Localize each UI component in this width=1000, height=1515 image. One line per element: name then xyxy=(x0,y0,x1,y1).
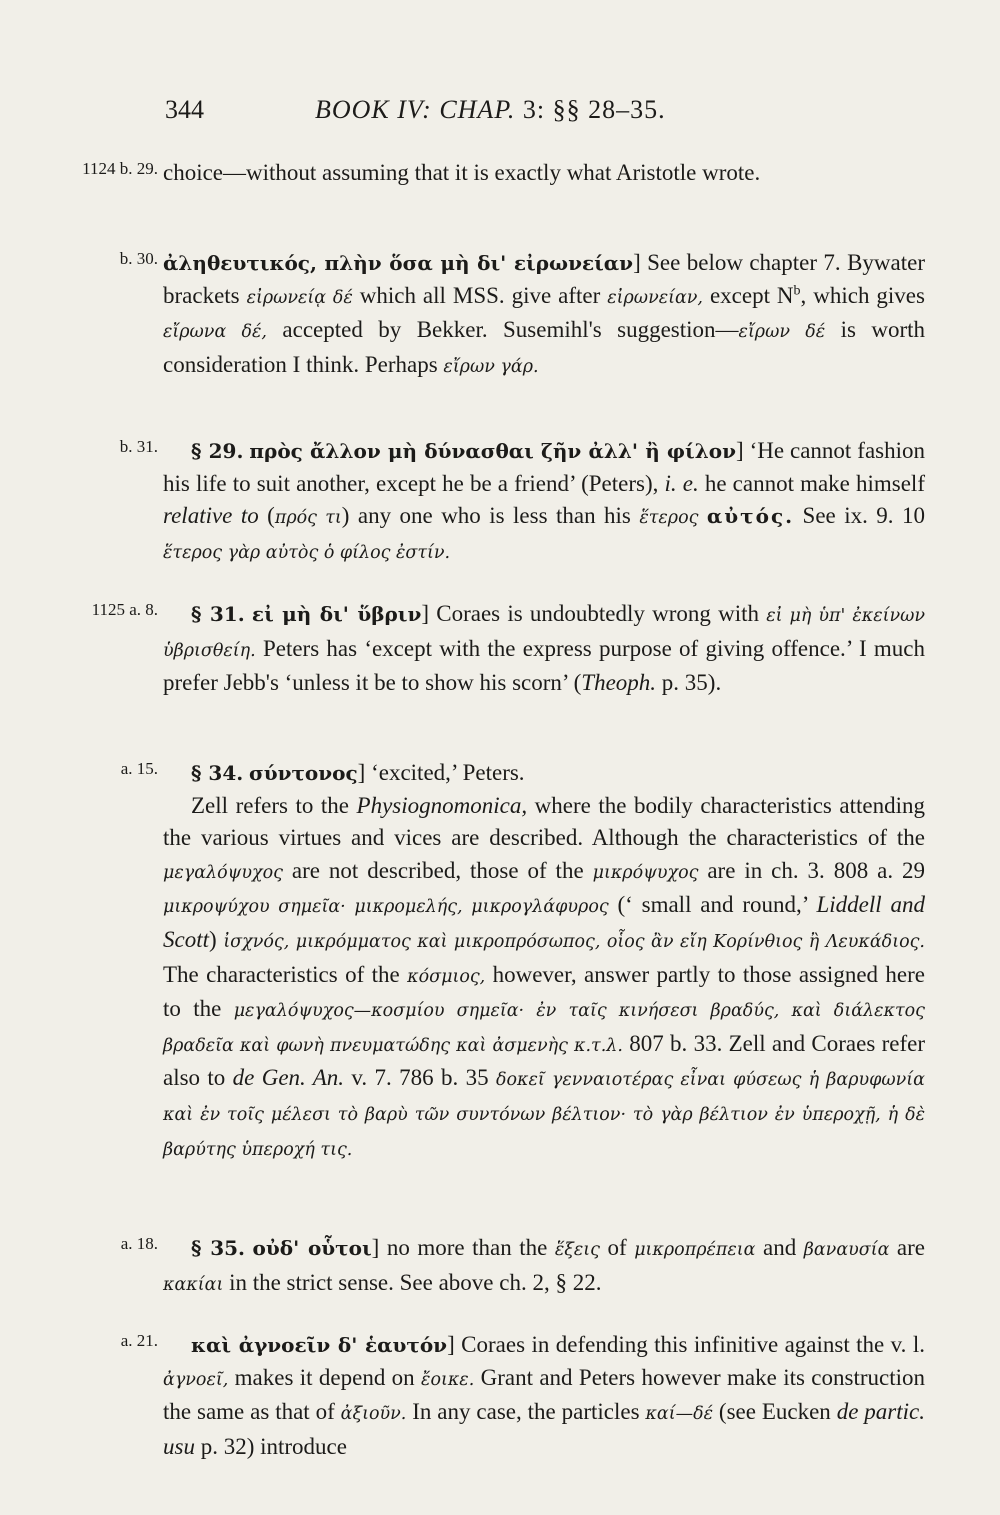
work-title: Physiognomonica, xyxy=(356,792,528,818)
work-title: Liddell and Scott xyxy=(163,892,925,952)
note-text: choice—without assuming that it is exactly what Aristotle wrote. xyxy=(163,160,761,185)
greek-text: μεγαλόψυχος—κοσμίου σημεῖα· ἐν ταῖς κινήσεσι βραδύς, καὶ διάλεκτος βραδεῖα καὶ φωνὴ πνευματώδης καὶ ἀσμενὴς κ.τ.λ. xyxy=(163,1001,925,1056)
line-reference: 1125 a. 8. xyxy=(91,600,158,619)
greek-text: εἰρωνείᾳ δέ xyxy=(246,287,353,308)
work-title: de partic. usu xyxy=(163,1399,925,1459)
greek-text: εἴρωνα δέ, xyxy=(163,322,267,343)
note-text: ἀληθευτικός, πλὴν ὅσα μὴ δι' εἰρωνείαν] See below chapter 7. Bywater brackets εἰρωνείᾳ δέ which all MSS. give after εἰρωνείαν, except $N^b$, which gives εἴρωνα δέ, accepted by Bekker. Susemihl's suggestion—εἴρων δέ is worth consideration I think. Perhaps εἴρων γάρ. xyxy=(163,250,925,377)
note-body xyxy=(163,1329,925,1463)
greek-lemma: σύντονος xyxy=(248,761,358,785)
greek-text: ἕτερος xyxy=(639,508,699,529)
greek-lemma: καὶ ἀγνοεῖν δ' ἑαυτόν xyxy=(191,1333,448,1357)
work-title: de Gen. An. xyxy=(232,1065,345,1091)
greek-text: μικρόψυχος xyxy=(592,862,699,883)
running-header xyxy=(165,95,765,135)
book-label: BOOK IV xyxy=(315,95,423,124)
note-body xyxy=(163,247,925,383)
section-marker: § 29. xyxy=(191,439,244,463)
greek-text: αὐτός. xyxy=(706,504,795,529)
greek-text: δοκεῖ γενναιοτέρας εἶναι φύσεως ἡ βαρυφωνία καὶ ἐν τοῖς μέλεσι τὸ βαρὺ τῶν συντόνων βέλτιον· τὸ γὰρ βέλτιον ἐν ὑπεροχῇ, ἡ δὲ βαρύτης ὑπεροχή τις. xyxy=(163,1070,925,1160)
line-reference: 1124 b. 29. xyxy=(82,159,158,178)
greek-lemma: εἰ μὴ δι' ὕβριν xyxy=(251,602,422,626)
greek-text: βαναυσία xyxy=(803,1240,890,1260)
greek-text: καί—δέ xyxy=(645,1404,714,1425)
note-text: § 35. οὐδ' οὗτοι] no more than the ἕξεις of μικροπρέπεια and βαναυσία are κακίαι in the strict sense. See above ch. 2, § 22. xyxy=(163,1235,926,1295)
greek-lemma: πρὸς ἄλλον μὴ δύνασθαι ζῆν ἀλλ' ἢ φίλον xyxy=(249,439,736,463)
line-reference: a. 21. xyxy=(120,1331,158,1350)
greek-text: κακίαι xyxy=(163,1274,224,1295)
greek-lemma: οὐδ' οὗτοι xyxy=(252,1236,372,1260)
note-text: καὶ ἀγνοεῖν δ' ἑαυτόν] Coraes in defending this infinitive against the v. l. ἀγνοεῖ, makes it depend on ἔοικε. Grant and Peters however make its construction the same as that of ἀξιοῦν. In any case, the particles καί—δέ (see Eucken de partic. usu p. 32) introduce xyxy=(163,1332,925,1459)
note-body xyxy=(163,157,925,190)
note-text: § 29. πρὸς ἄλλον μὴ δύνασθαι ζῆν ἀλλ' ἢ φίλον] ‘He cannot fashion his life to suit another, except he be a friend’ (Peters), i. e. he cannot make himself relative to (πρός τι) any one who is less than his ἕτερος αὐτός. See ix. 9. 10 ἕτερος γὰρ αὐτὸς ὁ φίλος ἐστίν. xyxy=(163,438,925,563)
greek-text: ἕξεις xyxy=(554,1240,600,1260)
note-paragraph: Zell refers to the Physiognomonica, where the bodily characteristics attending the various virtues and vices are described. Although the characteristics of the μεγαλόψυχος are not described, those of the μικρόψυχος are in ch. 3. 808 a. 29 μικροψύχου σημεῖα· μικρομελής, μικρογλάφυρος (‘ small and round,’ Liddell and Scott) ἰσχνός, μικρόμματος καὶ μικροπρόσωπος, οἷος ἂν εἴη Κορίνθιος ἢ Λευκάδιος. The characteristics of the κόσμιος, however, answer partly to those assigned here to the μεγαλόψυχος—κοσμίου σημεῖα· ἐν ταῖς κινήσεσι βραδύς, καὶ διάλεκτος βραδεῖα καὶ φωνὴ πνευματώδης καὶ ἀσμενὴς κ.τ.λ. 807 b. 33. Zell and Coraes refer also to de Gen. An. v. 7. 786 b. 35 δοκεῖ γενναιοτέρας εἶναι φύσεως ἡ βαρυφωνία καὶ ἐν τοῖς μέλεσι τὸ βαρὺ τῶν συντόνων βέλτιον· τὸ γὰρ βέλτιον ἐν ὑπεροχῇ, ἡ δὲ βαρύτης ὑπεροχή τις. xyxy=(163,792,926,1160)
greek-text: εἴρων δέ xyxy=(738,322,826,343)
line-reference: a. 18. xyxy=(120,1234,158,1253)
running-title: BOOK IV: CHAP. 3: §§ 28–35. xyxy=(315,95,666,124)
greek-text: ἀγνοεῖ, xyxy=(163,1369,229,1390)
chap-sections: 3: §§ 28–35. xyxy=(515,95,666,124)
note-body xyxy=(163,598,925,700)
line-reference: b. 30. xyxy=(119,249,158,268)
greek-text: μικροπρέπεια xyxy=(634,1240,756,1260)
note-body xyxy=(163,435,925,569)
greek-text: ἀξιοῦν. xyxy=(340,1404,407,1425)
greek-text: ἕτερος γὰρ αὐτὸς ὁ φίλος ἐστίν. xyxy=(163,542,451,563)
note-body xyxy=(163,1232,925,1301)
greek-text: μεγαλόψυχος xyxy=(163,862,283,883)
greek-text: εἴρων γάρ. xyxy=(443,356,539,377)
greek-text: ἔοικε. xyxy=(421,1369,475,1390)
page-number: 344 xyxy=(165,95,204,124)
greek-text: ἰσχνός, μικρόμματος καὶ μικροπρόσωπος, οἷος ἂν εἴη Κορίνθιος ἢ Λευκάδιος. xyxy=(223,931,925,952)
greek-text: πρός τι xyxy=(274,508,342,529)
section-marker: § 35. xyxy=(191,1236,245,1260)
greek-text: εἰρωνείαν, xyxy=(607,287,703,308)
line-reference: b. 31. xyxy=(119,437,158,456)
note-body xyxy=(163,757,925,1166)
superscript: b xyxy=(793,282,801,298)
greek-text: κόσμιος, xyxy=(407,966,486,987)
section-marker: § 31. xyxy=(191,602,245,626)
greek-lemma: ἀληθευτικός, πλὴν ὅσα μὴ δι' εἰρωνείαν xyxy=(163,251,634,275)
section-marker: § 34. xyxy=(191,761,244,785)
greek-text: μικροψύχου σημεῖα· μικρομελής, μικρογλάφυρος xyxy=(163,897,609,918)
note-text: § 31. εἰ μὴ δι' ὕβριν] Coraes is undoubtedly wrong with εἰ μὴ ὑπ' ἐκείνων ὑβρισθείη. Peters has ‘except with the express purpose of giving offence.’ I much prefer Jebb's ‘unless it be to show his scorn’ (Theoph. p. 35). xyxy=(163,601,926,696)
work-title: Theoph. xyxy=(581,670,657,696)
note-text: § 34. σύντονος] ‘excited,’ Peters. xyxy=(191,760,525,785)
line-reference: a. 15. xyxy=(120,759,158,778)
chap-label: CHAP. xyxy=(439,95,516,124)
greek-text: εἰ μὴ ὑπ' ἐκείνων ὑβρισθείη. xyxy=(163,606,926,661)
